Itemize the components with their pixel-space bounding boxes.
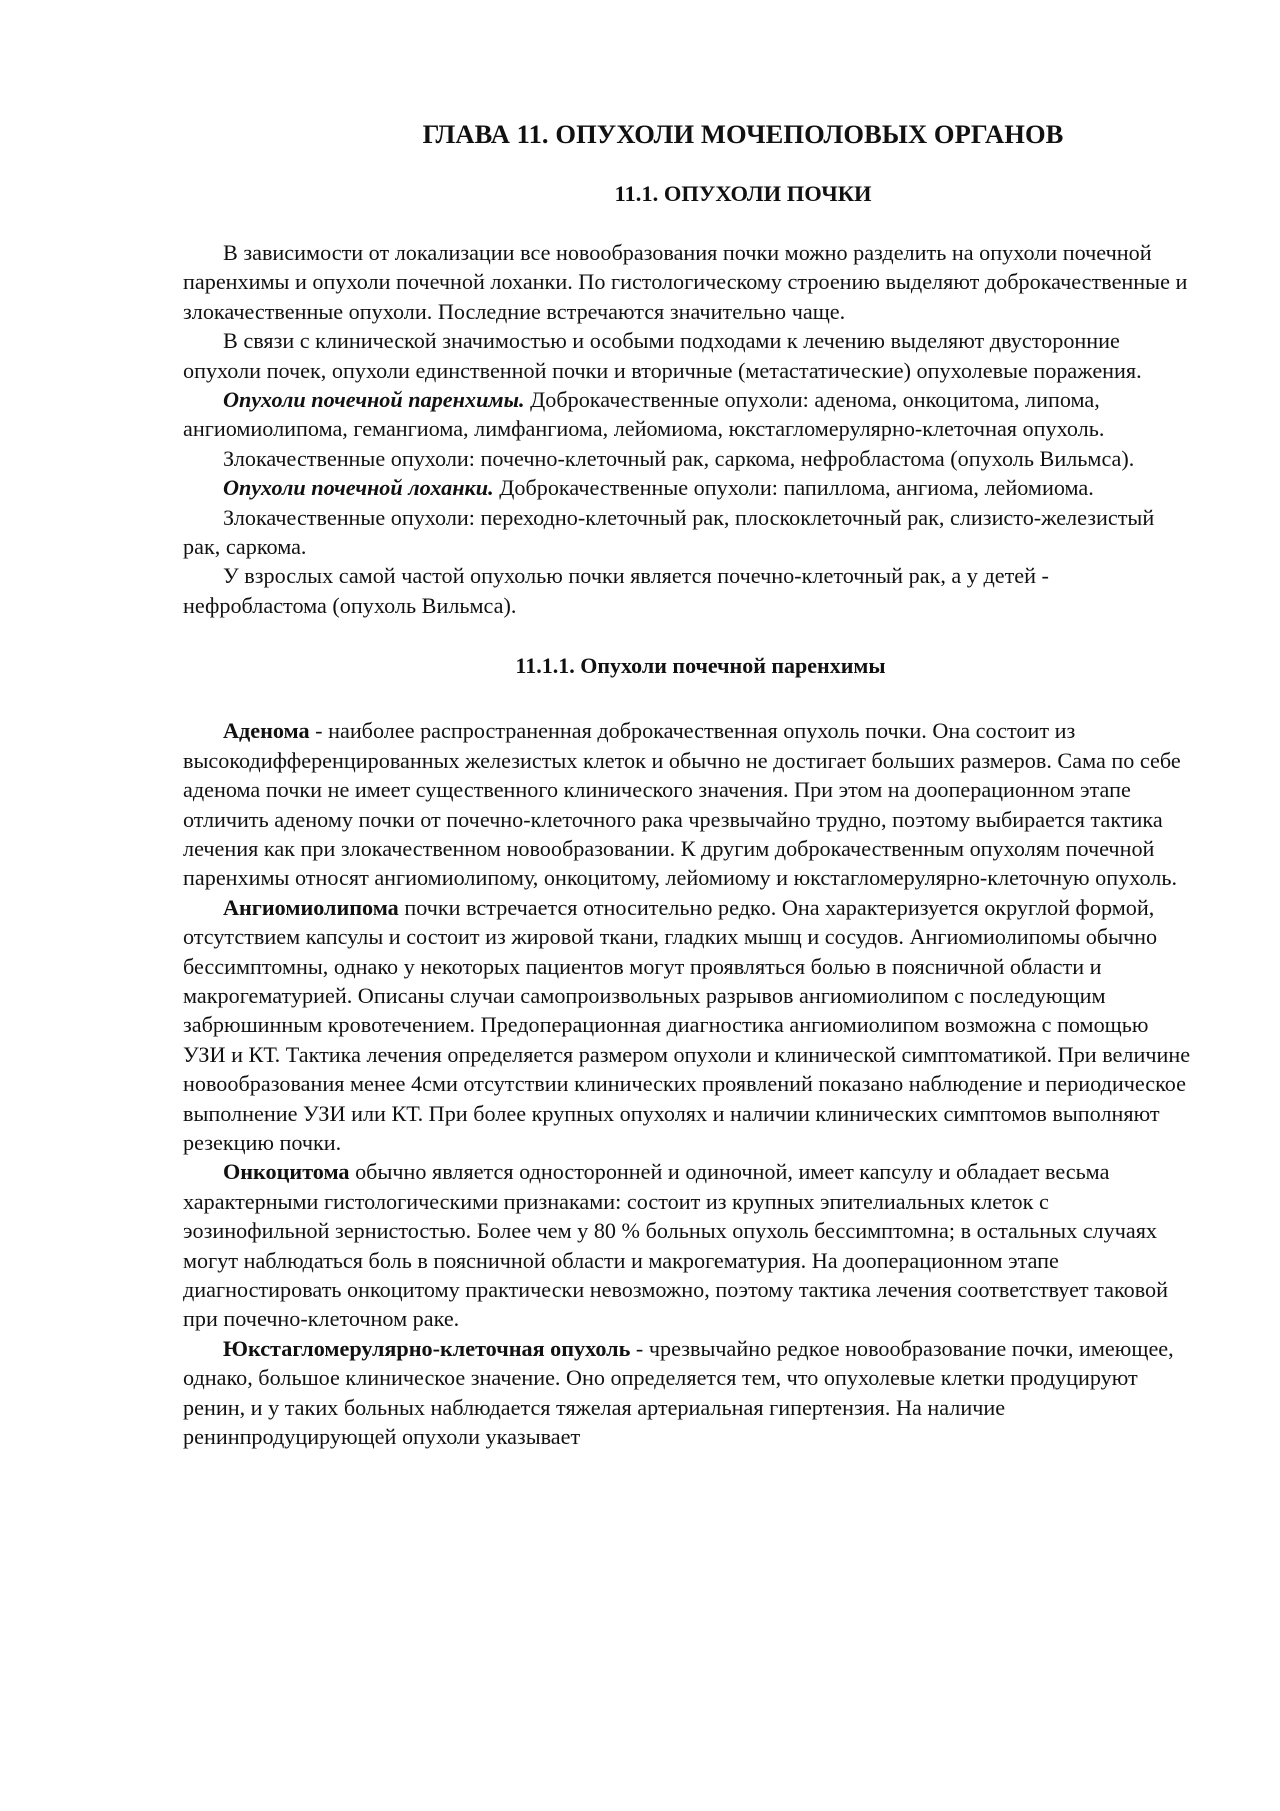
intro-paragraph-2: В связи с клинической значимостью и особыми подходами к лечению выделяют двусторонние опухоли почек, опухоли единственной почки и вторичные (метастатические) опухолевые поражения. [183, 328, 1142, 383]
oncocytoma-text: обычно является односторонней и одиночной, имеет капсулу и обладает весьма характерными гистологическими признаками: состоит из крупных эпителиальных клеток с эозинофильной зернистостью. Более чем у 80 % больных опухоль бессимптомна; в остальных случаях могут наблюдаться боль в поясничной области и макрогематурия. На дооперационном этапе диагностировать онкоцитому практически невозможно, поэтому тактика лечения соответствует таковой при почечно-клеточном раке. [183, 1159, 1169, 1332]
jga-paragraph [183, 1334, 1193, 1452]
parenchyma-benign-paragraph [183, 385, 1193, 444]
angiomyolipoma-term: Ангиомиолипома [223, 894, 399, 920]
document-page [183, 118, 1193, 1451]
chapter-title: ГЛАВА 11. ОПУХОЛИ МОЧЕПОЛОВЫХ ОРГАНОВ [422, 119, 1064, 149]
parenchyma-benign-text: Доброкачественные опухоли: аденома, онкоцитома, липома, ангиомиолипома, гемангиома, лимфангиома, лейомиома, юкстагломерулярно-клеточная опухоль. [183, 387, 1105, 442]
pelvis-benign-text: Доброкачественные опухоли: папиллома, ангиома, лейомиома. [493, 475, 1094, 501]
pelvis-malignant-paragraph: Злокачественные опухоли: переходно-клеточный рак, плоскоклеточный рак, слизисто-железистый рак, саркома. [183, 504, 1155, 560]
intro-paragraph-1: В зависимости от локализации все новообразования почки можно разделить на опухоли почечной паренхимы и опухоли почечной лоханки. По гистологическому строению выделяют доброкачественные и злокачественные опухоли. Последние встречаются значительно чаще. [183, 240, 1188, 324]
jga-term: Юкстагломерулярно-клеточная опухоль [223, 1335, 631, 1361]
summary-paragraph: У взрослых самой частой опухолью почки является почечно-клеточный рак, а у детей - нефробластома (опухоль Вильмса). [183, 563, 1049, 618]
section-title: 11.1. ОПУХОЛИ ПОЧКИ [614, 181, 872, 206]
parenchyma-malignant-paragraph: Злокачественные опухоли: почечно-клеточный рак, саркома, нефробластома (опухоль Вильмса). [223, 445, 1135, 471]
angiomyolipoma-text: почки встречается относительно редко. Она характеризуется округлой формой, отсутствием капсулы и состоит из жировой ткани, гладких мышц и сосудов. Ангиомиолипомы обычно бессимптомны, однако у некоторых пациентов могут проявляться болью в поясничной области и макрогематурией. Описаны случаи самопроизвольных разрывов ангиомиолипом с последующим забрюшинным кровотечением. Предоперационная диагностика ангиомиолипом возможна с помощью УЗИ и КТ. Тактика лечения определяется размером опухоли и клинической симптоматикой. При величине новообразования менее 4сми отсутствии клинических проявлений показано наблюдение и периодическое выполнение УЗИ или КТ. При более крупных опухолях и наличии клинических симптомов выполняют резекцию почки. [183, 894, 1191, 1155]
oncocytoma-term: Онкоцитома [223, 1159, 350, 1185]
oncocytoma-paragraph [183, 1157, 1193, 1333]
subsection-title: 11.1.1. Опухоли почечной паренхимы [515, 653, 886, 679]
pelvis-benign-paragraph [183, 473, 1193, 502]
parenchyma-term: Опухоли почечной паренхимы. [223, 387, 525, 413]
pelvis-term: Опухоли почечной лоханки. [223, 475, 494, 501]
jga-text: - чрезвычайно редкое новообразование почки, имеющее, однако, большое клиническое значение. Оно определяется тем, что опухолевые клетки продуцируют ренин, и у таких больных наблюдается тяжелая артериальная гипертензия. На наличие ренинпродуцирующей опухоли указывает [183, 1335, 1174, 1450]
adenoma-paragraph [183, 716, 1193, 892]
adenoma-text: - наиболее распространенная доброкачественная опухоль почки. Она состоит из высокодифференцированных железистых клеток и обычно не достигает больших размеров. Сама по себе аденома почки не имеет существенного клинического значения. При этом на дооперационном этапе отличить аденому почки от почечно-клеточного рака чрезвычайно трудно, поэтому выбирается тактика лечения как при злокачественном новообразовании. К другим доброкачественным опухолям почечной паренхимы относят ангиомиолипому, онкоцитому, лейомиому и юкстагломерулярно-клеточную опухоль. [183, 718, 1181, 891]
adenoma-term: Аденома [223, 718, 310, 744]
angiomyolipoma-paragraph [183, 893, 1193, 1158]
